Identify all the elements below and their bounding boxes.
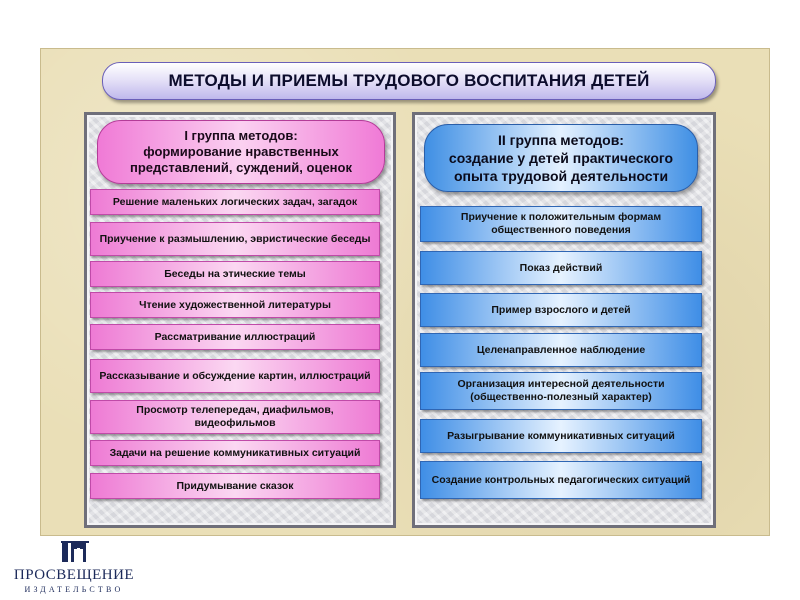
right-group-header-line2: создание у детей практического <box>448 150 674 166</box>
right-method-item: Организация интересной деятельности (общественно-полезный характер) <box>420 372 702 410</box>
publisher-name: ПРОСВЕЩЕНИЕ <box>13 567 135 583</box>
right-method-item: Показ действий <box>420 251 702 285</box>
left-method-item: Задачи на решение коммуникативных ситуаций <box>90 440 380 466</box>
left-method-item: Просмотр телепередач, диафильмов, видеофильмов <box>90 400 380 434</box>
right-method-item: Создание контрольных педагогических ситуаций <box>420 461 702 499</box>
publisher-logo <box>4 540 144 598</box>
right-group-header-line1: II группа методов: <box>498 132 624 148</box>
left-method-item: Беседы на этические темы <box>90 261 380 287</box>
left-method-item: Рассматривание иллюстраций <box>90 324 380 350</box>
diagram-title: МЕТОДЫ И ПРИЕМЫ ТРУДОВОГО ВОСПИТАНИЯ ДЕТЕЙ <box>102 62 716 100</box>
left-group-header-line3: представлений, суждений, оценок <box>130 160 352 175</box>
right-method-item: Целенаправленное наблюдение <box>420 333 702 367</box>
left-method-item: Чтение художественной литературы <box>90 292 380 318</box>
left-method-item: Рассказывание и обсуждение картин, иллюстраций <box>90 359 380 393</box>
left-group-header-line1: I группа методов: <box>184 128 298 143</box>
left-group-header-line2: формирование нравственных <box>143 144 339 159</box>
right-method-item: Пример взрослого и детей <box>420 293 702 327</box>
right-method-item: Приучение к положительным формам общественного поведения <box>420 206 702 242</box>
publisher-emblem-icon <box>60 540 90 564</box>
left-method-item: Приучение к размышлению, эвристические беседы <box>90 222 380 256</box>
left-method-item: Решение маленьких логических задач, загадок <box>90 189 380 215</box>
right-group-header-line3: опыта трудовой деятельности <box>453 168 669 184</box>
right-group-header <box>424 124 698 192</box>
right-method-item: Разыгрывание коммуникативных ситуаций <box>420 419 702 453</box>
publisher-subtitle: ИЗДАТЕЛЬСТВО <box>24 585 124 594</box>
left-group-header <box>97 120 385 184</box>
left-method-item: Придумывание сказок <box>90 473 380 499</box>
